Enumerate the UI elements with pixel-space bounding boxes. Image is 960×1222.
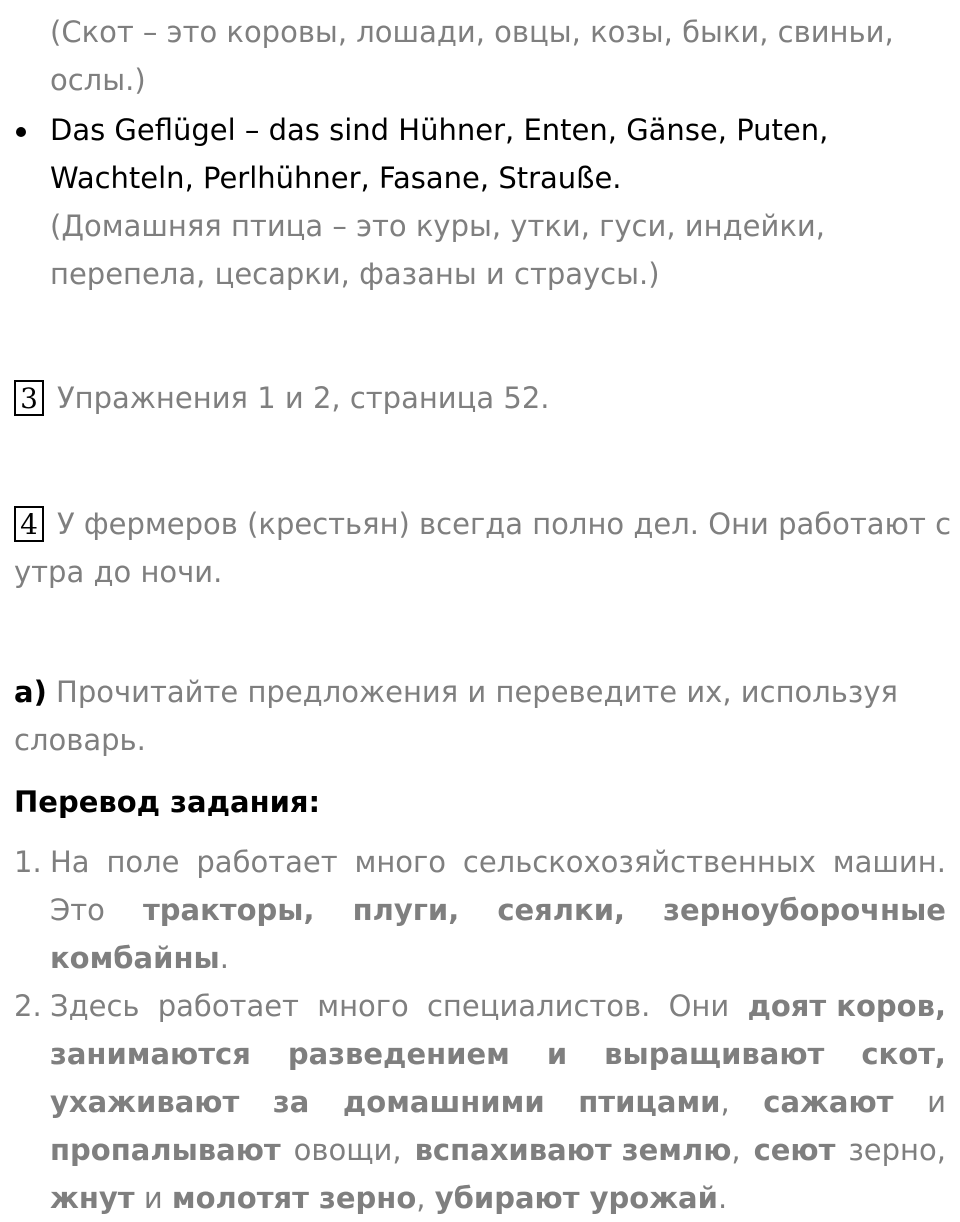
bold-word: тракторы,: [142, 893, 315, 927]
punctuation: ,: [720, 1085, 730, 1119]
punctuation: ,: [416, 1181, 426, 1215]
task-a-text: Прочитайте предложения и переведите их, используя: [56, 675, 898, 709]
word: поле: [106, 845, 180, 879]
bold-word: сеялки,: [497, 893, 626, 927]
word: много: [354, 845, 447, 879]
item-1-line-1: [50, 838, 946, 886]
bold-word: плуги,: [352, 893, 460, 927]
item-2-line-1: [50, 982, 946, 1030]
exercise-4-line-1: У фермеров (крестьян) всегда полно дел. Они работают с: [57, 507, 952, 541]
intro-line-1: (Скот – это коровы, лошади, овцы, козы, быки, свиньи,: [50, 15, 894, 49]
item-1-number: 1.: [14, 845, 42, 879]
bullet-translation-2: перепела, цесарки, фазаны и страусы.): [50, 257, 660, 291]
word: сельскохозяйственных: [462, 845, 816, 879]
item-2-line-3: [50, 1078, 946, 1126]
punctuation: ,: [731, 1133, 741, 1167]
item-2-line-4: [50, 1126, 946, 1174]
bold-word: и: [546, 1037, 568, 1071]
punctuation: .: [219, 941, 229, 975]
word: Это: [50, 893, 105, 927]
bold-word: сажают: [763, 1085, 894, 1119]
word: и: [143, 1181, 163, 1215]
bold-word: выращивают: [604, 1037, 825, 1071]
bold-phrase: вспахивают землю: [414, 1133, 732, 1167]
bold-word: зерноуборочные: [663, 893, 946, 927]
word: машин.: [832, 845, 946, 879]
word: работает: [196, 845, 338, 879]
bold-word: сеют: [753, 1133, 836, 1167]
bold-word: жнут: [50, 1181, 135, 1215]
word: Они: [668, 989, 730, 1023]
item-2-line-2: [50, 1030, 946, 1078]
bold-word: за: [272, 1085, 310, 1119]
bold-word: птицами: [578, 1085, 721, 1119]
bold-phrase: убирают урожай: [434, 1181, 718, 1215]
bullet-icon: [16, 127, 26, 137]
word: специалистов.: [426, 989, 651, 1023]
bold-word: домашними: [342, 1085, 545, 1119]
item-1-line-2: [50, 886, 946, 934]
intro-line-2: ослы.): [50, 63, 146, 97]
word: работает: [157, 989, 299, 1023]
translation-heading: Перевод задания:: [14, 785, 321, 819]
punctuation: .: [717, 1181, 728, 1215]
word: овощи,: [293, 1133, 402, 1167]
bullet-translation-1: (Домашняя птица – это куры, утки, гуси, индейки,: [50, 209, 825, 243]
bold-phrase: доят коров,: [747, 989, 946, 1023]
exercise-3-text: Упражнения 1 и 2, страница 52.: [57, 381, 550, 415]
bold-word: занимаются: [50, 1037, 251, 1071]
word: и: [927, 1085, 946, 1119]
bold-word: пропалывают: [50, 1133, 281, 1167]
bold-word: скот,: [861, 1037, 946, 1071]
item-2-number: 2.: [14, 989, 42, 1023]
bold-phrase: молотят зерно: [171, 1181, 417, 1215]
bullet-line-2: Wachteln, Perlhühner, Fasane, Strauße.: [50, 161, 622, 195]
exercise-4-line-2: утра до ночи.: [14, 555, 223, 589]
bold-word: ухаживают: [50, 1085, 240, 1119]
item-2-line-5: [50, 1174, 727, 1222]
bold-word: комбайны: [50, 941, 220, 975]
bullet-line-1: Das Geflügel – das sind Hühner, Enten, Gänse, Puten,: [50, 113, 829, 147]
word: Здесь: [50, 989, 140, 1023]
exercise-4-number: 4: [14, 506, 44, 542]
task-a-line-1: [14, 668, 898, 716]
task-a-label: а): [14, 675, 47, 709]
exercise-3-number: 3: [14, 380, 44, 416]
word: зерно,: [848, 1133, 946, 1167]
item-1-line-3: [50, 934, 229, 982]
word: много: [317, 989, 409, 1023]
bold-word: разведением: [287, 1037, 510, 1071]
word: На: [50, 845, 90, 879]
task-a-line-2: словарь.: [14, 723, 146, 757]
